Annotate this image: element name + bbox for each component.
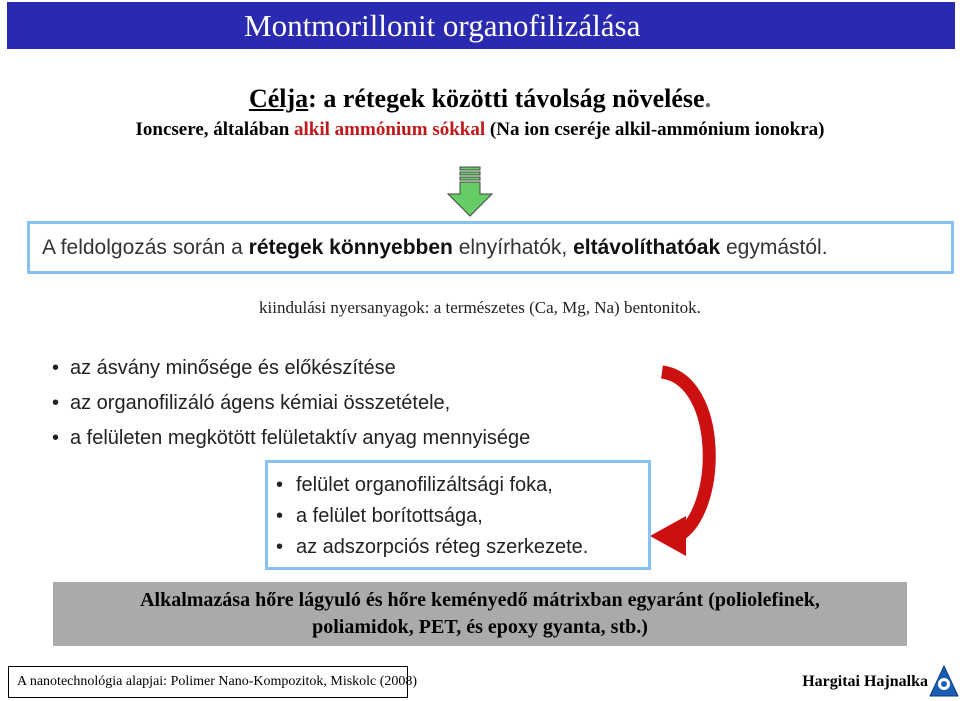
- result-b1: rétegek könnyebben: [248, 236, 453, 259]
- application-box: [53, 582, 907, 646]
- factor-item: • az ásvány minősége és előkészítése: [52, 351, 530, 386]
- goal-period: .: [704, 84, 712, 113]
- goal-label: Célja: [248, 84, 309, 113]
- arrow-down-icon: [444, 166, 496, 218]
- exchange-highlight: alkil ammónium sókkal: [294, 119, 486, 140]
- university-logo-icon: [929, 665, 959, 699]
- goal-separator: :: [308, 84, 317, 113]
- footer-course: A nanotechnológia alapjai: Polimer Nano-Kompozitok, Miskolc (2008): [8, 666, 408, 698]
- result-t1: A feldolgozás során a: [42, 236, 249, 259]
- effect-item: • a felület borítottsága,: [276, 501, 588, 532]
- result-box: [27, 221, 954, 274]
- factors-list: [52, 351, 530, 456]
- result-t3: egymástól.: [720, 236, 828, 259]
- footer-author: Hargitai Hajnalka: [802, 673, 928, 690]
- effects-list: [276, 470, 588, 563]
- exchange-part2: (Na ion cseréje alkil-ammónium ionokra): [485, 119, 825, 140]
- application-line2: poliamidok, PET, és epoxy gyanta, stb.): [312, 616, 648, 638]
- factor-item: • a felületen megkötött felületaktív anyag mennyisége: [52, 421, 530, 456]
- result-b2: eltávolíthatóak: [573, 236, 721, 259]
- factor-item: • az organofilizáló ágens kémiai összetétele,: [52, 386, 530, 421]
- raw-materials-note: kiindulási nyersanyagok: a természetes (Ca, Mg, Na) bentonitok.: [259, 298, 701, 317]
- goal-line: [0, 84, 960, 114]
- effect-item: • felület organofilizáltsági foka,: [276, 470, 588, 501]
- ion-exchange-line: [0, 117, 960, 143]
- goal-text: a rétegek közötti távolság növelése: [316, 84, 705, 113]
- slide-title: Montmorillonit organofilizálása: [7, 2, 955, 49]
- result-t2: elnyírhatók,: [452, 236, 574, 259]
- effect-item: • az adszorpciós réteg szerkezete.: [276, 532, 588, 563]
- application-line1: Alkalmazása hőre lágyuló és hőre keményedő mátrixban egyaránt (poliolefinek,: [140, 589, 820, 611]
- exchange-part1: Ioncsere, általában: [135, 119, 295, 140]
- curved-arrow-icon: [650, 360, 720, 560]
